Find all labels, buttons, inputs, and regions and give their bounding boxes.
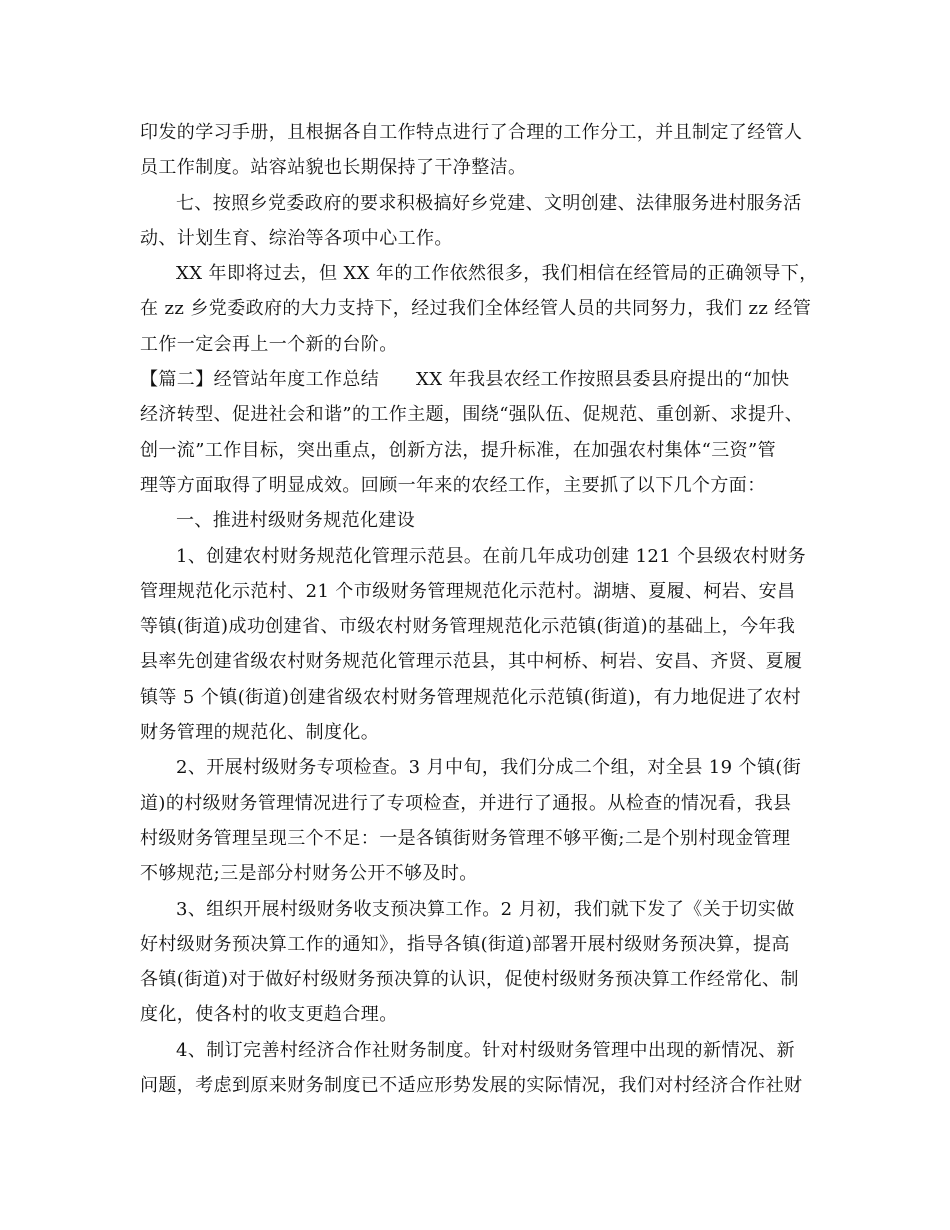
text-line: 七、按照乡党委政府的要求积极搞好乡党建、文明创建、法律服务进村服务活: [176, 192, 802, 214]
text-line: 好村级财务预决算工作的通知》，指导各镇(街道)部署开展村级财务预决算，提高: [140, 933, 790, 955]
text-line: 1、创建农村财务规范化管理示范县。在前几年成功创建 121 个县级农村财务: [176, 545, 807, 567]
text-line: 工作一定会再上一个新的台阶。: [140, 333, 398, 355]
text-line: 2、开展村级财务专项检查。3 月中旬，我们分成二个组，对全县 19 个镇(街: [176, 757, 802, 779]
text-line: 镇等 5 个镇(街道)创建省级农村财务管理规范化示范镇(街道)，有力地促进了农村: [140, 686, 801, 708]
text-line: 财务管理的规范化、制度化。: [140, 722, 380, 744]
text-line: 度化，使各村的收支更趋合理。: [140, 1004, 398, 1026]
text-line: 在 zz 乡党委政府的大力支持下，经过我们全体经管人员的共同努力，我们 zz 经管: [140, 298, 812, 320]
text-line: 3、组织开展村级财务收支预决算工作。2 月初，我们就下发了《关于切实做: [176, 898, 795, 920]
text-line: 村级财务管理呈现三个不足：一是各镇街财务管理不够平衡;二是个别村现金管理: [140, 827, 791, 849]
text-line: 印发的学习手册，且根据各自工作特点进行了合理的工作分工，并且制定了经管人: [140, 122, 803, 143]
text-line: 理等方面取得了明显成效。回顾一年来的农经工作，主要抓了以下几个方面：: [140, 474, 766, 496]
text-line: 【篇二】经管站年度工作总结 XX 年我县农经工作按照县委县府提出的“加快: [140, 369, 790, 391]
text-line: 动、计划生育、综治等各项中心工作。: [140, 227, 453, 249]
text-line: 各镇(街道)对于做好村级财务预决算的认识，促使村级财务预决算工作经常化、制: [140, 969, 799, 991]
text-line: 员工作制度。站容站貌也长期保持了干净整洁。: [140, 157, 527, 179]
text-line: 管理规范化示范村、21 个市级财务管理规范化示范村。湖塘、夏履、柯岩、安昌: [140, 580, 796, 602]
text-line: 县率先创建省级农村财务规范化管理示范县，其中柯桥、柯岩、安昌、齐贤、夏履: [140, 651, 803, 673]
text-line: 等镇(街道)成功创建省、市级农村财务管理规范化示范镇(街道)的基础上，今年我: [140, 616, 796, 638]
text-line: 创一流”工作目标，突出重点，创新方法，提升标准，在加强农村集体“三资”管: [140, 439, 777, 461]
text-line: 问题，考虑到原来财务制度已不适应形势发展的实际情况，我们对村经济合作社财: [140, 1075, 803, 1097]
text-line: 一、推进村级财务规范化建设: [176, 510, 416, 532]
text-line: 不够规范;三是部分村财务公开不够及时。: [140, 863, 478, 885]
text-line: 经济转型、促进社会和谐”的工作主题，围绕“强队伍、促规范、重创新、求提升、: [140, 404, 804, 426]
text-line: 道)的村级财务管理情况进行了专项检查，并进行了通报。从检查的情况看，我县: [140, 792, 792, 814]
text-line: XX 年即将过去，但 XX 年的工作依然很多，我们相信在经管局的正确领导下，: [176, 263, 818, 285]
text-line: 4、制订完善村经济合作社财务制度。针对村级财务管理中出现的新情况、新: [176, 1039, 796, 1061]
document-page: [140, 115, 830, 1103]
